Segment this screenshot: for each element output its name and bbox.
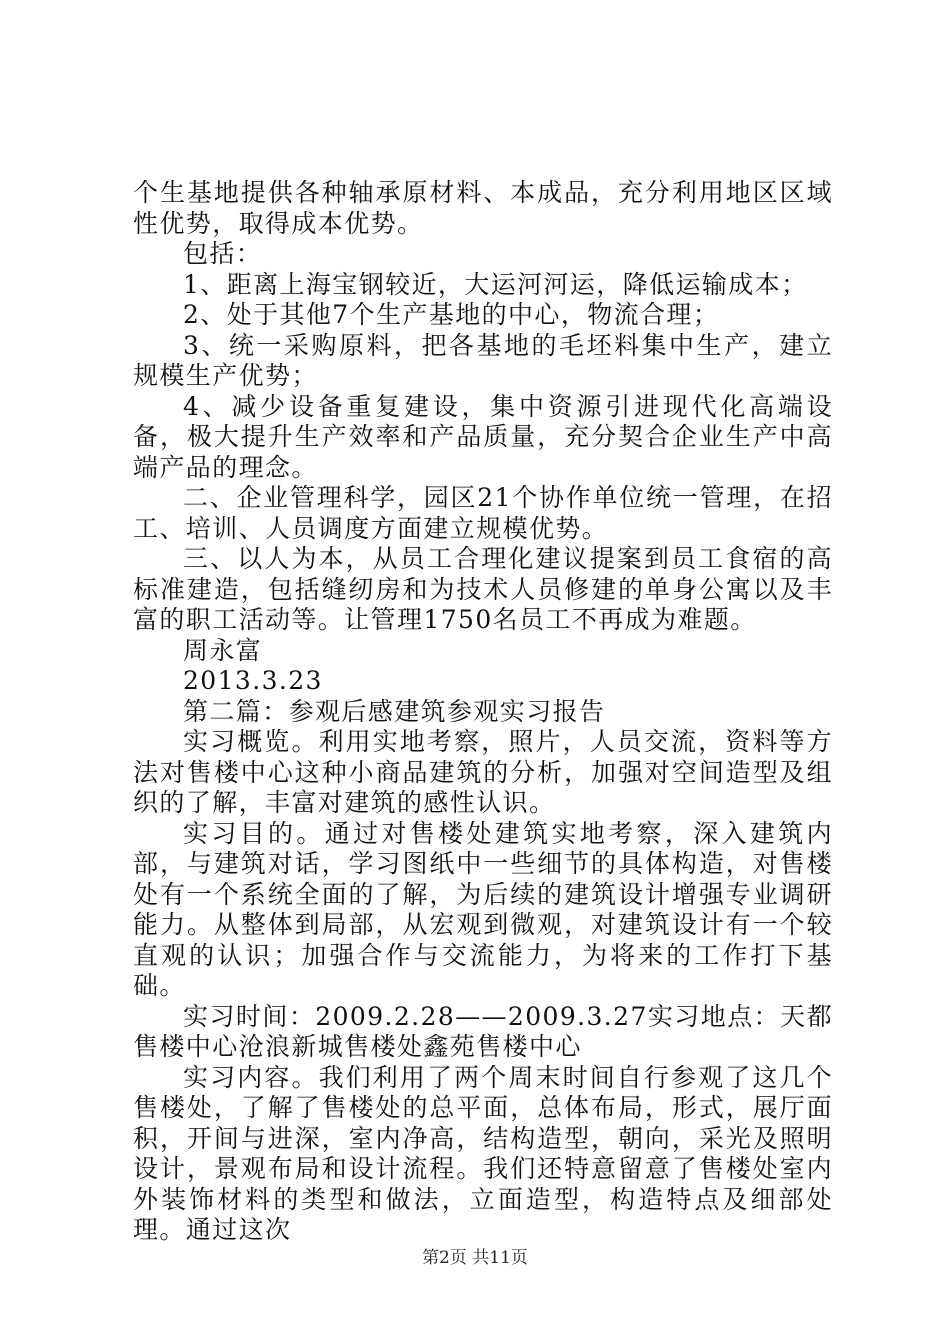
paragraph: 实习概览。利用实地考察，照片，人员交流，资料等方法对售楼中心这种小商品建筑的分析，加强对空间造型及组织的了解，丰富对建筑的感性认识。: [133, 727, 833, 817]
paragraph: 包括：: [183, 239, 263, 268]
list-item: 1、距离上海宝钢较近，大运河河运，降低运输成本；: [183, 269, 808, 299]
signature-name: 周永富: [183, 635, 263, 665]
section-heading: 第二篇：参观后感建筑参观实习报告: [183, 696, 606, 726]
paragraph: 实习时间：2009.2.28——2009.3.27实习地点：天都售楼中心沧浪新城售楼处鑫苑售楼中心: [133, 1001, 833, 1061]
document-body: [133, 178, 833, 1246]
list-item: 2、处于其他7个生产基地的中心，物流合理；: [183, 300, 720, 329]
paragraph: 三、以人为本，从员工合理化建议提案到员工食宿的高标准建造，包括缝纫房和为技术人员修建的单身公寓以及丰富的职工活动等。让管理1750名员工不再成为难题。: [133, 544, 833, 634]
paragraph: 实习内容。我们利用了两个周末时间自行参观了这几个售楼处，了解了售楼处的总平面，总体布局，形式，展厅面积，开间与进深，室内净高，结构造型，朝向，采光及照明设计，景观布局和设计流程。我们还特意留意了售楼处室内外装饰材料的类型和做法，立面造型，构造特点及细部处理。通过这次: [133, 1062, 833, 1244]
page-number-footer: 第2页 共11页: [422, 1248, 528, 1268]
paragraph: 二、企业管理科学，园区21个协作单位统一管理，在招工、培训、人员调度方面建立规模优势。: [133, 483, 833, 543]
list-item: 4、减少设备重复建设，集中资源引进现代化高端设备，极大提升生产效率和产品质量，充分契合企业生产中高端产品的理念。: [133, 391, 833, 482]
signature-date: 2013.3.23: [183, 666, 323, 695]
paragraph: 实习目的。通过对售楼处建筑实地考察，深入建筑内部，与建筑对话，学习图纸中一些细节的具体构造，对售楼处有一个系统全面的了解，为后续的建筑设计增强专业调研能力。从整体到局部，从宏观到微观，对建筑设计有一个较直观的认识；加强合作与交流能力，为将来的工作打下基础。: [133, 818, 833, 1000]
list-item: 3、统一采购原料，把各基地的毛坯料集中生产，建立规模生产优势；: [133, 330, 833, 390]
paragraph: 个生基地提供各种轴承原材料、本成品，充分利用地区区域性优势，取得成本优势。: [133, 178, 833, 238]
